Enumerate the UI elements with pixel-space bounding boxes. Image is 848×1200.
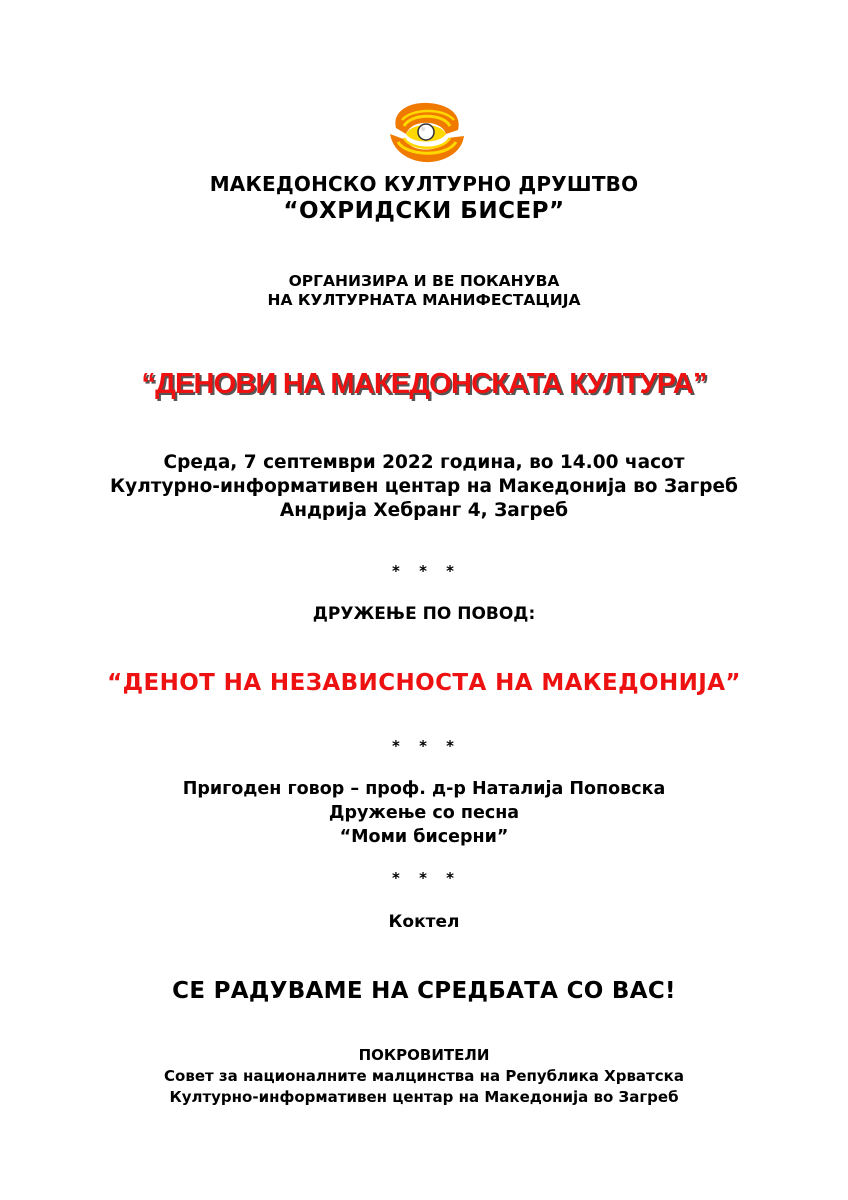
event-datetime: Среда, 7 септември 2022 година, во 14.00 часот: [163, 452, 685, 473]
sponsor-item: Културно-информативен центар на Македонија во Загреб: [169, 1088, 679, 1106]
event-address: Андрија Хебранг 4, Загреб: [279, 500, 569, 521]
separator: * * *: [392, 562, 456, 580]
invite-line2: НА КУЛТУРНАТА МАНИФЕСТАЦИЈА: [267, 291, 581, 309]
event-venue: Културно-информативен центар на Македонија во Загреб: [110, 476, 738, 497]
invite-line1: ОРГАНИЗИРА И ВЕ ПОКАНУВА: [288, 272, 560, 290]
occasion-title: “ДЕНОТ НА НЕЗАВИСНОСТА НА МАКЕДОНИЈА”: [107, 670, 741, 696]
event-title: “ДЕНОВИ НА МАКЕДОНСКАТА КУЛТУРА”: [141, 368, 707, 400]
program-song: “Моми бисерни”: [339, 827, 509, 847]
pearl-shell-logo-icon: [386, 100, 466, 164]
social-heading: ДРУЖЕЊЕ ПО ПОВОД:: [312, 604, 536, 624]
sponsor-item: Совет за националните малцинства на Република Хрватска: [164, 1067, 684, 1085]
organization-name-line2: “ОХРИДСКИ БИСЕР”: [283, 198, 565, 224]
closing-message: СЕ РАДУВАМЕ НА СРЕДБАТА СО ВАС!: [172, 978, 676, 1004]
program-gathering: Дружење со песна: [328, 803, 520, 823]
separator: * * *: [392, 869, 456, 887]
program-cocktail: Коктел: [388, 912, 460, 932]
program-speech: Пригоден говор – проф. д-р Наталија Поповска: [182, 779, 666, 799]
sponsors-heading: ПОКРОВИТЕЛИ: [358, 1046, 490, 1064]
organization-name-line1: МАКЕДОНСКО КУЛТУРНО ДРУШТВО: [209, 172, 639, 196]
separator: * * *: [392, 737, 456, 755]
